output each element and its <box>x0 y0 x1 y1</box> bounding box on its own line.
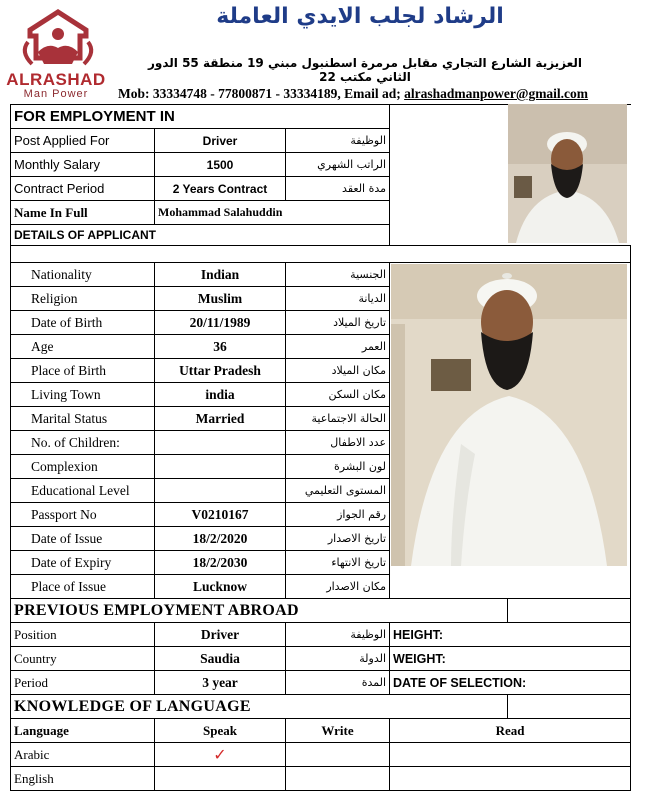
contact-numbers: Mob: 33334748 - 77800871 - 33334189, Email ad; <box>118 86 405 101</box>
birthplace-value: Uttar Pradesh <box>155 359 286 383</box>
prev-period-label: Period <box>11 671 155 695</box>
salary-label-ar: الراتب الشهري <box>286 153 390 177</box>
applicant-photo-large <box>391 264 627 566</box>
email-link[interactable]: alrashadmanpower@gmail.com <box>404 86 589 101</box>
arabic-read <box>390 743 631 767</box>
post-label: Post Applied For <box>11 129 155 153</box>
living-town-label: Living Town <box>11 383 155 407</box>
issue-date-label-ar: تاريخ الاصدار <box>286 527 390 551</box>
read-col-header: Read <box>390 719 631 743</box>
living-town-value: india <box>155 383 286 407</box>
prev-position-value: Driver <box>155 623 286 647</box>
arabic-write <box>286 743 390 767</box>
expiry-date-label: Date of Expiry <box>11 551 155 575</box>
language-arabic: Arabic <box>11 743 155 767</box>
passport-value: V0210167 <box>155 503 286 527</box>
prev-country-label-ar: الدولة <box>286 647 390 671</box>
passport-label: Passport No <box>11 503 155 527</box>
marital-label: Marital Status <box>11 407 155 431</box>
name-value: Mohammad Salahuddin <box>155 201 390 225</box>
prev-country-value: Saudia <box>155 647 286 671</box>
write-col-header: Write <box>286 719 390 743</box>
applicant-header: DETAILS OF APPLICANT <box>11 225 390 246</box>
dob-label-ar: تاريخ الميلاد <box>286 311 390 335</box>
post-value: Driver <box>155 129 286 153</box>
dob-value: 20/11/1989 <box>155 311 286 335</box>
issue-place-value: Lucknow <box>155 575 286 599</box>
religion-value: Muslim <box>155 287 286 311</box>
birthplace-label: Place of Birth <box>11 359 155 383</box>
marital-value: Married <box>155 407 286 431</box>
expiry-date-label-ar: تاريخ الانتهاء <box>286 551 390 575</box>
language-col-header: Language <box>11 719 155 743</box>
religion-label-ar: الديانة <box>286 287 390 311</box>
contract-value: 2 Years Contract <box>155 177 286 201</box>
name-label: Name In Full <box>11 201 155 225</box>
contact-line <box>118 86 638 102</box>
logo-name: ALRASHAD <box>6 70 106 89</box>
language-header-blank <box>508 695 631 719</box>
nationality-label: Nationality <box>11 263 155 287</box>
dob-label: Date of Birth <box>11 311 155 335</box>
passport-label-ar: رقم الجواز <box>286 503 390 527</box>
english-write <box>286 767 390 791</box>
children-value <box>155 431 286 455</box>
birthplace-label-ar: مكان الميلاد <box>286 359 390 383</box>
previous-employment-header: PREVIOUS EMPLOYMENT ABROAD <box>11 599 508 623</box>
language-header: KNOWLEDGE OF LANGUAGE <box>11 695 508 719</box>
children-label: No. of Children: <box>11 431 155 455</box>
prev-position-label-ar: الوظيفة <box>286 623 390 647</box>
contract-label-ar: مدة العقد <box>286 177 390 201</box>
expiry-date-value: 18/2/2030 <box>155 551 286 575</box>
issue-date-value: 18/2/2020 <box>155 527 286 551</box>
company-address-arabic: العزيزية الشارع التجاري مقابل مرمرة اسطنبول مبني 19 منطقة 55 الدور الثاني مكتب 22 <box>147 56 583 84</box>
company-title-arabic: الرشاد لجلب الايدي العاملة <box>216 4 504 29</box>
issue-place-label-ar: مكان الاصدار <box>286 575 390 599</box>
post-label-ar: الوظيفة <box>286 129 390 153</box>
age-label: Age <box>11 335 155 359</box>
education-label: Educational Level <box>11 479 155 503</box>
height-label: HEIGHT: <box>390 623 631 647</box>
religion-label: Religion <box>11 287 155 311</box>
employment-header: FOR EMPLOYMENT IN <box>11 105 390 129</box>
logo-subtitle: Man Power <box>23 88 89 100</box>
weight-label: WEIGHT: <box>390 647 631 671</box>
language-english: English <box>11 767 155 791</box>
previous-header-blank <box>508 599 631 623</box>
salary-label: Monthly Salary <box>11 153 155 177</box>
nationality-value: Indian <box>155 263 286 287</box>
education-label-ar: المستوى التعليمي <box>286 479 390 503</box>
prev-period-label-ar: المدة <box>286 671 390 695</box>
marital-label-ar: الحالة الاجتماعية <box>286 407 390 431</box>
education-value <box>155 479 286 503</box>
handshake-logo-icon <box>8 8 108 72</box>
speak-col-header: Speak <box>155 719 286 743</box>
arabic-speak-check: ✓ <box>155 743 286 767</box>
selection-date-label: DATE OF SELECTION: <box>390 671 631 695</box>
age-value: 36 <box>155 335 286 359</box>
prev-country-label: Country <box>11 647 155 671</box>
contract-label: Contract Period <box>11 177 155 201</box>
complexion-value <box>155 455 286 479</box>
issue-place-label: Place of Issue <box>11 575 155 599</box>
spacer-row <box>11 246 631 263</box>
complexion-label-ar: لون البشرة <box>286 455 390 479</box>
issue-date-label: Date of Issue <box>11 527 155 551</box>
english-speak-check <box>155 767 286 791</box>
complexion-label: Complexion <box>11 455 155 479</box>
age-label-ar: العمر <box>286 335 390 359</box>
nationality-label-ar: الجنسية <box>286 263 390 287</box>
prev-position-label: Position <box>11 623 155 647</box>
children-label-ar: عدد الاطفال <box>286 431 390 455</box>
salary-value: 1500 <box>155 153 286 177</box>
english-read <box>390 767 631 791</box>
prev-period-value: 3 year <box>155 671 286 695</box>
living-town-label-ar: مكان السكن <box>286 383 390 407</box>
applicant-photo-small <box>508 104 627 243</box>
